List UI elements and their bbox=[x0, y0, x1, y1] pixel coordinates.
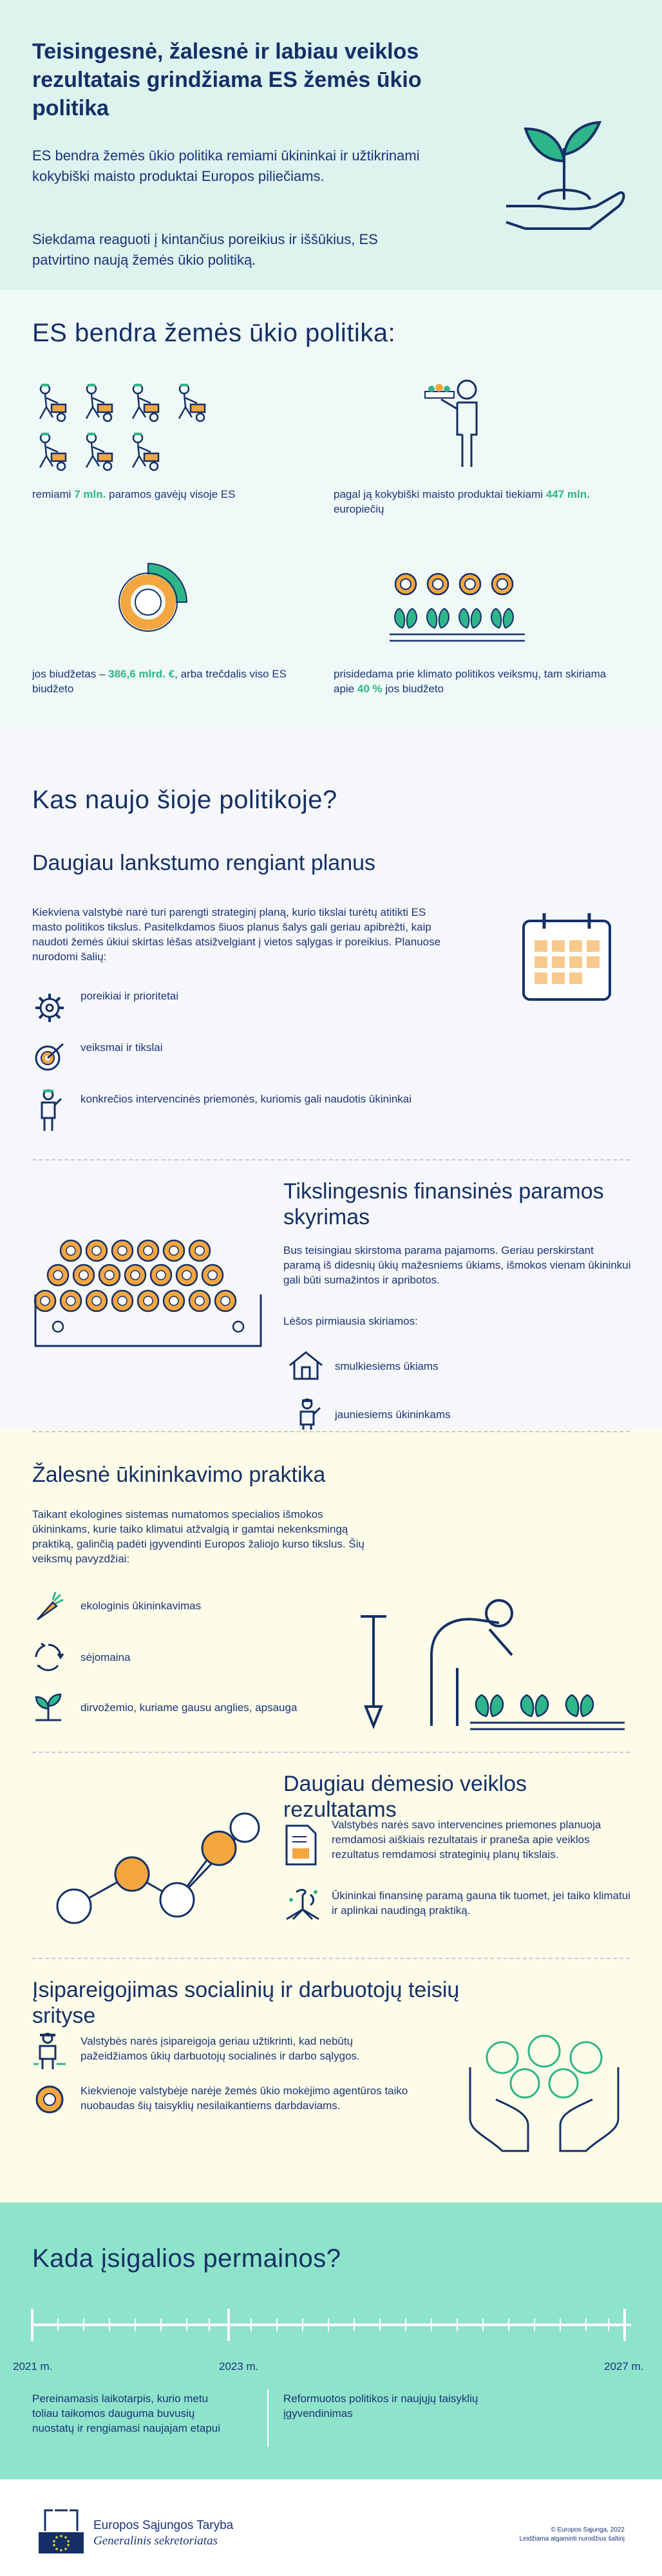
farmers-stat-pre: remiami bbox=[32, 488, 75, 500]
flexibility-text: Kiekviena valstybė narė turi parengti strateginį planą, kurio tikslai turėtų atitikti ES masto politikos tikslus. Pasitelkdamos šiuos planus šalys gali geriau apibrėžti, kaip naudoti žemės ūkiui skirtas lėšas atsižvelgiant į vietos sąlygas ir poreikius. Planuose nurodomi šalių: bbox=[32, 906, 441, 963]
social-text-2: Kiekvienoje valstybėje narėje žemės ūkio mokėjimo agentūros taiko nuobaudas šių taisyklių nesilaikantiems darbdaviams. bbox=[80, 2085, 408, 2112]
carrot-icon bbox=[32, 1591, 64, 1623]
budget-stat-post: , arba trečdalis viso ES biudžeto bbox=[32, 668, 287, 695]
food-stat bbox=[334, 487, 604, 516]
flexibility-title: Daugiau lankstumo rengiant planus bbox=[32, 851, 376, 875]
crop-rotation-icon bbox=[32, 1641, 64, 1673]
network-nodes-icon bbox=[48, 1810, 261, 1945]
report-document-icon bbox=[283, 1823, 319, 1868]
performance-text-1: Valstybės narės savo intervencines priemones planuoja remdamosi aiškiais rezultatais ir praneša apie veiklos rezultatus remdamosi strateginių planų tikslais. bbox=[332, 1819, 601, 1861]
green-item-rotation: sėjomaina bbox=[80, 1651, 131, 1663]
timeline-title: Kada įsigalios permainos? bbox=[32, 2244, 341, 2273]
divider bbox=[32, 1752, 630, 1753]
farmers-stat bbox=[32, 487, 245, 502]
budget-stat-pre: jos biudžetas – bbox=[32, 668, 109, 680]
header-section bbox=[0, 0, 662, 290]
field-sprinkler-icon bbox=[283, 1887, 322, 1922]
hands-with-people-icon bbox=[464, 2029, 625, 2157]
green-item-soil: dirvožemio, kuriame gausu anglies, apsauga bbox=[80, 1701, 298, 1714]
food-stat-post: europiečių bbox=[334, 503, 384, 515]
footer-copyright: © Europos Sąjunga, 2022 bbox=[551, 2526, 625, 2533]
climate-stat-post: jos biudžeto bbox=[382, 683, 444, 695]
calendar-icon bbox=[518, 908, 615, 1005]
performance-text-2: Ūkininkai finansinę paramą gauna tik tuomet, jei taiko klimatui ir aplinkai naudingą praktiką. bbox=[332, 1889, 630, 1917]
budget-donut-icon bbox=[106, 560, 190, 644]
coin-icon bbox=[33, 2083, 66, 2116]
worker-icon bbox=[33, 2032, 66, 2070]
climate-stat-value: 40 % bbox=[357, 683, 383, 695]
flex-item-needs: poreikiai ir prioritetai bbox=[80, 990, 179, 1002]
farmers-icon-group bbox=[32, 380, 225, 477]
social-rights-title: Įsipareigojimas socialinių ir darbuotojų teisių srityse bbox=[32, 1978, 460, 2028]
food-stat-pre: pagal ją kokybiški maisto produktai tiekiami bbox=[334, 488, 546, 500]
timeline-section bbox=[0, 2202, 662, 2479]
timeline-period-1: Pereinamasis laikotarpis, kurio metu toliau taikomos dauguma buvusių nuostatų ir rengiamasi naujajam etapui bbox=[32, 2392, 221, 2434]
eu-council-logo bbox=[39, 2505, 84, 2553]
farmers-stat-value: 7 mln. bbox=[74, 488, 106, 500]
fair-support-title: Tikslingesnis finansinės paramos skyrimas bbox=[283, 1179, 604, 1229]
budget-stat-value: 386,6 mlrd. € bbox=[108, 668, 175, 680]
gear-icon bbox=[33, 992, 66, 1024]
year-2021: 2021 m. bbox=[13, 2360, 53, 2372]
timeline-separator bbox=[267, 2389, 269, 2447]
flex-item-interventions: konkrečios intervencinės priemonės, kuriomis gali naudotis ūkininkai bbox=[80, 1093, 412, 1105]
budget-stat bbox=[32, 667, 290, 696]
green-section bbox=[0, 1430, 662, 2202]
timeline-ruler bbox=[26, 2302, 638, 2341]
green-title: Žalesnė ūkininkavimo praktika bbox=[32, 1463, 326, 1487]
fair-support-text: Bus teisingiau skirstoma parama pajamoms. Geriau perskirstant paramą iš didesnių ūkių mažesniems ūkiams, išmokos vienam ūkininkui gali būti sumažintos ir apribotos. bbox=[283, 1244, 631, 1286]
green-item-organic: ekologinis ūkininkavimas bbox=[80, 1600, 202, 1612]
intro-text-1: ES bendra žemės ūkio politika remiami ūkininkai ir užtikrinami kokybiški maisto produktai Europos piliečiams. bbox=[32, 147, 420, 184]
cap-stats-section bbox=[0, 290, 662, 728]
farmer-icon bbox=[35, 1087, 64, 1132]
intro-text-2: Siekdama reaguoti į kintančius poreikius ir iššūkius, ES patvirtino naują žemės ūkio politiką. bbox=[32, 231, 378, 268]
divider bbox=[32, 1958, 630, 1959]
food-stat-value: 447 mln. bbox=[545, 488, 590, 500]
seedling-in-hand-icon bbox=[500, 109, 629, 245]
cap-section-title: ES bendra žemės ūkio politika: bbox=[32, 319, 396, 347]
green-text: Taikant ekologines sistemas numatomos specialios išmokos ūkininkams, kurie taiko klimatui atžvalgią ir gamtai nekenksmingą praktiką, galinčią padėti įgyvendinti Europos žaliojo kurso tikslus. Šių veiksmų pavyzdžiai: bbox=[32, 1508, 364, 1565]
small-farm-icon bbox=[287, 1349, 325, 1381]
footer-section bbox=[0, 2479, 662, 2576]
coins-on-scale-icon bbox=[32, 1230, 264, 1352]
whats-new-section bbox=[0, 728, 662, 1430]
page-title: Teisingesnė, žalesnė ir labiau veiklos rezultatais grindžiama ES žemės ūkio politika bbox=[32, 39, 422, 120]
flex-item-actions: veiksmai ir tikslai bbox=[80, 1041, 163, 1054]
performance-title: Daugiau dėmesio veiklos rezultatams bbox=[283, 1772, 527, 1822]
sprout-icon bbox=[32, 1690, 64, 1723]
divider bbox=[32, 1431, 630, 1432]
gardener-planting-icon bbox=[354, 1584, 631, 1732]
footer-suborg: Generalinis sekretoriatas bbox=[93, 2534, 218, 2548]
divider bbox=[32, 1159, 630, 1160]
climate-stat-pre: prisidedama prie klimato politikos veiksmų, tam skiriama apie bbox=[334, 668, 607, 695]
plants-and-coins-icon bbox=[390, 570, 531, 647]
whats-new-title: Kas naujo šioje politikoje? bbox=[32, 786, 337, 814]
target-icon bbox=[33, 1040, 66, 1072]
footer-org: Europos Sąjungos Taryba bbox=[93, 2519, 234, 2532]
year-2023: 2023 m. bbox=[219, 2360, 259, 2372]
person-with-food-icon bbox=[419, 374, 496, 470]
footer-license: Leidžiama atgaminti nurodžius šaltinį bbox=[519, 2535, 625, 2543]
fair-support-subtitle: Lėšos pirmiausia skiriamos: bbox=[283, 1315, 418, 1327]
young-farmer-icon bbox=[293, 1397, 322, 1430]
timeline-period-2: Reformuotos politikos ir naujųjų taisyklių įgyvendinimas bbox=[283, 2392, 478, 2420]
fair-item-young-farmers: jauniesiems ūkininkams bbox=[335, 1408, 451, 1421]
year-2027: 2027 m. bbox=[604, 2360, 644, 2372]
farmers-stat-post: paramos gavėjų visoje ES bbox=[106, 488, 236, 500]
climate-stat bbox=[334, 667, 610, 696]
fair-item-small-farms: smulkiesiems ūkiams bbox=[335, 1360, 439, 1372]
social-text-1: Valstybės narės įsipareigoja geriau užtikrinti, kad nebūtų pažeidžiamos ūkių darbuotojų socialinės ir darbo sąlygos. bbox=[80, 2035, 360, 2062]
